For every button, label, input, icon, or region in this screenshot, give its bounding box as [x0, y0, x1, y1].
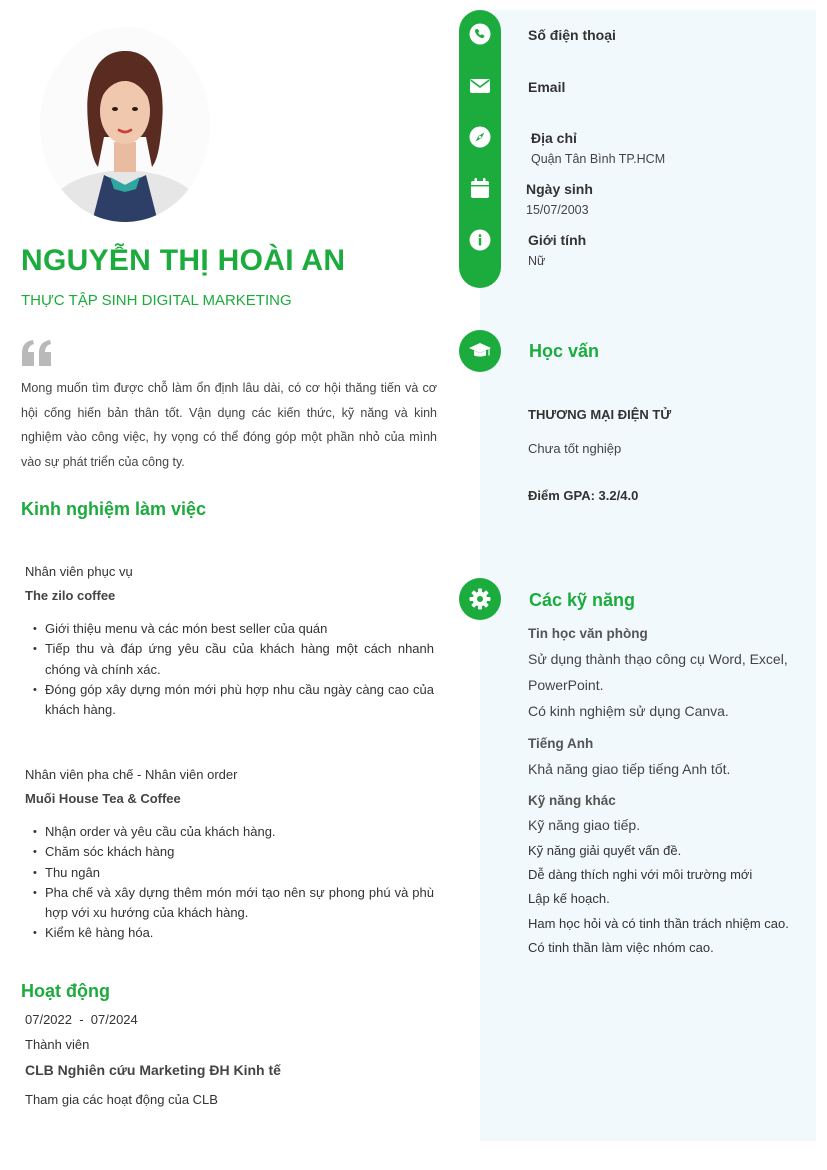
list-item: • Đóng góp xây dựng món mới phù hợp nhu cầu ngày càng cao của khách hàng. — [33, 680, 434, 721]
candidate-title: THỰC TẬP SINH DIGITAL MARKETING — [21, 292, 292, 309]
education-major: THƯƠNG MẠI ĐIỆN TỬ — [528, 407, 672, 422]
skills-badge — [459, 578, 501, 620]
list-item: • Kiểm kê hàng hóa. — [33, 923, 434, 943]
skill-other-line: Kỹ năng giao tiếp. — [528, 817, 641, 833]
info-icon — [469, 229, 491, 251]
skills-heading: Các kỹ năng — [529, 590, 636, 610]
profile-photo — [40, 27, 210, 222]
graduation-cap-icon — [468, 339, 492, 363]
skill-other-line: Có tinh thần làm việc nhóm cao. — [528, 940, 714, 955]
skill-other-title: Kỹ năng khác — [528, 793, 616, 808]
list-item: • Pha chế và xây dựng thêm món mới tạo nên sự phong phú và phù hợp với xu hướng của khách hàng. — [33, 883, 434, 924]
activity-period: 07/2022 - 07/2024 — [25, 1012, 138, 1027]
career-objective: Mong muốn tìm được chỗ làm ổn định lâu dài, có cơ hội thăng tiến và cơ hội cống hiến bản thân tốt. Vận dụng các kiến thức, kỹ năng và kinh nghiệm vào công việc, hy vọng có thể đóng góp một phần nhỏ của mình vào sự phát triển của công ty. — [21, 381, 437, 469]
list-item: • Nhận order và yêu cầu của khách hàng. — [33, 822, 434, 842]
gender-label: Giới tính — [528, 232, 587, 248]
skill-other-line: Dễ dàng thích nghi với môi trường mới — [528, 867, 753, 882]
quote-icon — [20, 340, 54, 366]
activity-organization: CLB Nghiên cứu Marketing ĐH Kinh tế — [25, 1062, 281, 1078]
skill-other-line: Kỹ năng giải quyết vấn đề. — [528, 843, 682, 858]
birth-value: 15/07/2003 — [526, 203, 589, 217]
phone-icon — [469, 23, 491, 45]
education-status: Chưa tốt nghiệp — [528, 441, 622, 456]
job-company: The zilo coffee — [25, 588, 116, 603]
list-item: • Giới thiệu menu và các món best seller của quán — [33, 619, 434, 639]
skill-office-title: Tin học văn phòng — [528, 626, 648, 641]
skill-other-line: Ham học hỏi và có tinh thần trách nhiệm cao. — [528, 916, 789, 931]
phone-label: Số điện thoại — [528, 27, 616, 43]
skill-english-line: Khả năng giao tiếp tiếng Anh tốt. — [528, 761, 731, 777]
education-gpa: Điểm GPA: 3.2/4.0 — [528, 488, 639, 503]
address-label: Địa chỉ — [531, 130, 577, 146]
list-item: • Tiếp thu và đáp ứng yêu cầu của khách hàng một cách nhanh chóng và chính xác. — [33, 639, 434, 680]
list-item: • Chăm sóc khách hàng — [33, 842, 434, 862]
education-heading: Học vấn — [529, 341, 600, 361]
address-value: Quận Tân Bình TP.HCM — [531, 152, 666, 166]
activity-description: Tham gia các hoạt động của CLB — [25, 1092, 218, 1107]
job-duties-list — [33, 822, 434, 944]
gender-value: Nữ — [528, 254, 546, 268]
activity-position: Thành viên — [25, 1037, 90, 1052]
birth-label: Ngày sinh — [526, 181, 593, 197]
skill-english-title: Tiếng Anh — [528, 736, 594, 751]
experience-heading: Kinh nghiệm làm việc — [21, 499, 207, 519]
skill-office-line: Sử dụng thành thạo công cụ Word, Excel, — [528, 651, 788, 667]
email-label: Email — [528, 79, 566, 95]
skill-office-line: Có kinh nghiệm sử dụng Canva. — [528, 703, 729, 719]
gear-icon — [468, 587, 492, 611]
job-duties-list — [33, 619, 434, 720]
activities-heading: Hoạt động — [21, 981, 110, 1001]
email-icon — [469, 75, 491, 97]
candidate-name: NGUYỄN THỊ HOÀI AN — [21, 244, 346, 277]
job-company: Muối House Tea & Coffee — [25, 791, 181, 806]
location-icon — [469, 126, 491, 148]
right-panel — [480, 10, 816, 1141]
calendar-icon — [469, 177, 491, 199]
list-item: • Thu ngân — [33, 863, 434, 883]
job-role: Nhân viên pha chế - Nhân viên order — [25, 767, 238, 782]
skill-other-line: Lập kế hoạch. — [528, 891, 610, 906]
skill-office-line: PowerPoint. — [528, 677, 604, 693]
education-badge — [459, 330, 501, 372]
job-role: Nhân viên phục vụ — [25, 564, 133, 579]
